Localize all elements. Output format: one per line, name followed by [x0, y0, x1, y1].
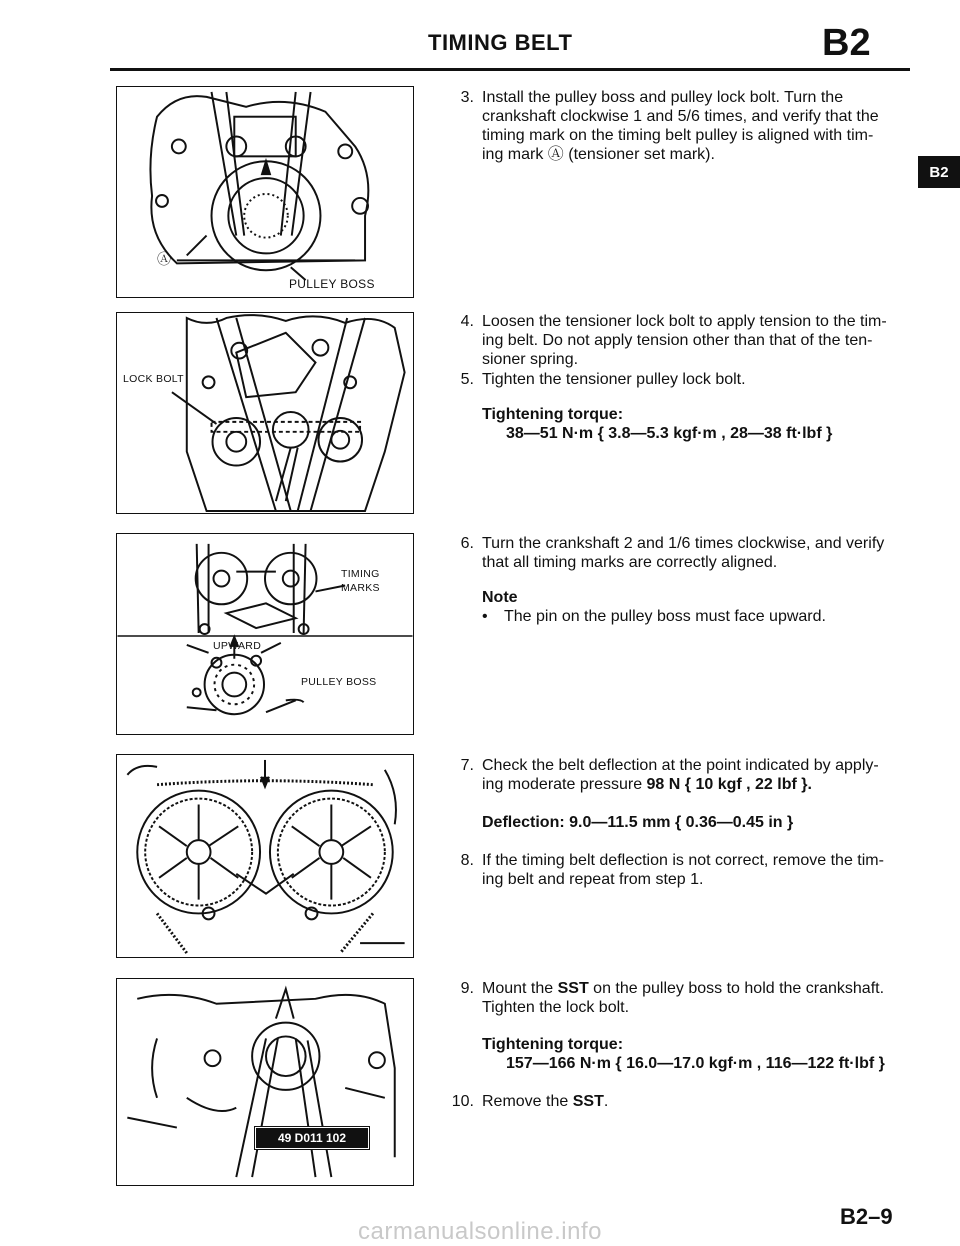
note-text: The pin on the pulley boss must face upward. [504, 608, 826, 625]
torque-spec-2 [482, 1035, 885, 1073]
step-7-line-2: ing moderate pressure [482, 776, 647, 793]
note-label: Note [482, 589, 518, 606]
step-3 [454, 88, 908, 164]
step-9-line-2: Tighten the lock bolt. [482, 999, 630, 1016]
figure-timing-marks [116, 533, 414, 735]
page-title: TIMING BELT [428, 30, 573, 55]
step-4-number: 4. [460, 313, 474, 330]
step-6-line-2: that all timing marks are correctly aligned. [482, 554, 778, 571]
figure-sst-mount [116, 978, 414, 1186]
pulley-boss-label-2: PULLEY BOSS [301, 676, 377, 688]
sst-part-number: 49 D011 102 [255, 1127, 369, 1149]
step-8 [454, 851, 908, 889]
tensioner-lock-bolt-illustration [117, 313, 413, 513]
step-9-line-1-pre: Mount the [482, 980, 558, 997]
watermark: carmanualsonline.info [358, 1218, 602, 1245]
timing-marks-illustration [117, 534, 413, 734]
belt-deflection-illustration [117, 755, 413, 957]
torque-2-label: Tightening torque: [482, 1036, 624, 1053]
lock-bolt-label: LOCK BOLT [123, 373, 184, 385]
section-tab: B2 [918, 156, 960, 188]
step-4-line-1: Loosen the tensioner lock bolt to apply tension to the tim- [482, 313, 887, 330]
step-3-line-3: timing mark on the timing belt pulley is aligned with tim- [482, 127, 874, 144]
step-7 [454, 756, 908, 794]
step-9-number: 9. [460, 980, 474, 997]
torque-1-value: 38—51 N·m { 3.8—5.3 kgf·m , 28—38 ft·lbf } [506, 425, 833, 442]
step-5-number: 5. [460, 371, 474, 388]
page-number: B2–9 [840, 1204, 893, 1229]
step-10-sst: SST [572, 1093, 604, 1110]
step-5-text: Tighten the tensioner pulley lock bolt. [482, 371, 746, 388]
pulley-boss-label: PULLEY BOSS [289, 277, 375, 291]
step-9-sst: SST [557, 980, 589, 997]
step-8-line-1: If the timing belt deflection is not correct, remove the tim- [482, 852, 884, 869]
timing-label: TIMING [341, 568, 380, 580]
mark-a-label: Ⓐ [157, 251, 172, 267]
step-3-line-4: ing mark Ⓐ (tensioner set mark). [482, 146, 715, 163]
header-divider [110, 68, 910, 71]
step-7-line-1: Check the belt deflection at the point indicated by apply- [482, 757, 879, 774]
step-6-line-1: Turn the crankshaft 2 and 1/6 times clockwise, and verify [482, 535, 885, 552]
step-5 [454, 370, 908, 389]
upward-label: UPWARD [213, 640, 262, 652]
figure-belt-deflection [116, 754, 414, 958]
step-6 [454, 534, 908, 572]
deflection-spec: Deflection: 9.0—11.5 mm { 0.36—0.45 in } [482, 814, 794, 831]
section-code: B2 [822, 22, 871, 64]
torque-2-value: 157—166 N·m { 16.0—17.0 kgf·m , 116—122 ft·lbf } [506, 1055, 885, 1072]
step-10-post: . [603, 1093, 609, 1110]
step-8-line-2: ing belt and repeat from step 1. [482, 871, 704, 888]
step-9 [454, 979, 908, 1017]
step-6-number: 6. [460, 535, 474, 552]
note-bullet: • [482, 608, 488, 625]
step-3-line-2: crankshaft clockwise 1 and 5/6 times, and verify that the [482, 108, 879, 125]
step-4-line-3: sioner spring. [482, 351, 579, 368]
step-7-pressure: 98 N { 10 kgf , 22 lbf }. [646, 776, 812, 793]
torque-spec-1 [482, 405, 832, 443]
step-3-line-1: Install the pulley boss and pulley lock bolt. Turn the [482, 89, 844, 106]
step-3-number: 3. [460, 89, 474, 106]
step-10-number: 10. [451, 1093, 474, 1110]
torque-1-label: Tightening torque: [482, 406, 624, 423]
step-4-line-2: ing belt. Do not apply tension other than that of the ten- [482, 332, 873, 349]
step-10 [451, 1092, 908, 1111]
step-4 [454, 312, 908, 369]
sst-mount-illustration [117, 979, 413, 1185]
marks-label: MARKS [341, 582, 380, 594]
note-block [482, 588, 826, 626]
step-9-line-1-post: on the pulley boss to hold the crankshaft. [588, 980, 885, 997]
step-7-number: 7. [460, 757, 474, 774]
figure-lock-bolt [116, 312, 414, 514]
step-8-number: 8. [460, 852, 474, 869]
figure-pulley-boss [116, 86, 414, 298]
step-10-pre: Remove the [482, 1093, 573, 1110]
